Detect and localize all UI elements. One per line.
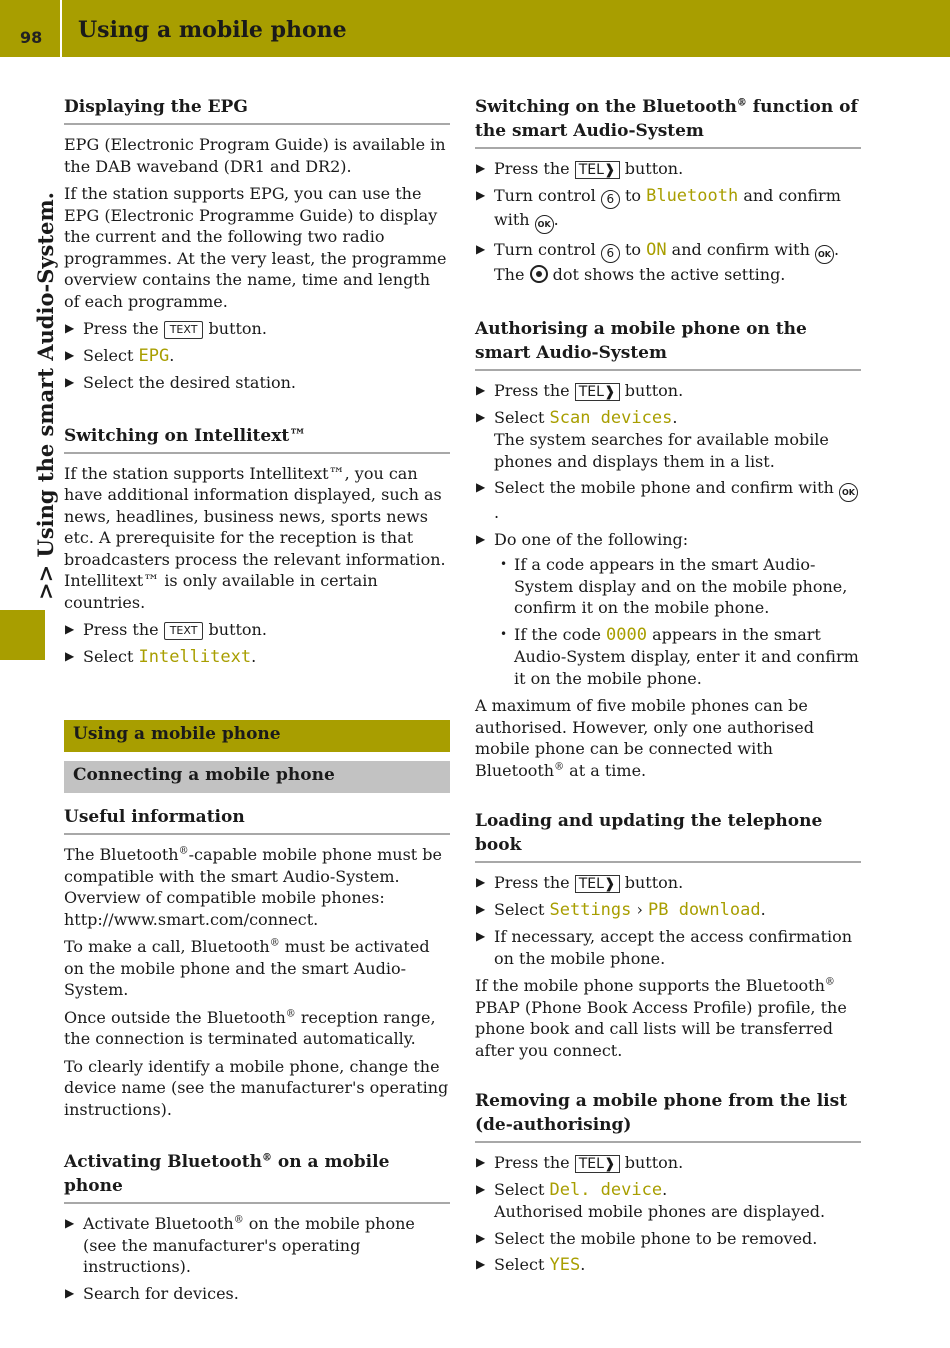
ok-button-icon: OK	[535, 215, 554, 234]
key-label: TEL	[578, 876, 604, 892]
text: on the mobile phone (see the manufacturer's operating instructions).	[83, 1214, 415, 1276]
left-column	[64, 95, 450, 1310]
text: .	[672, 407, 678, 427]
removing-step-2	[475, 1179, 861, 1223]
tel-key-icon: TEL❱	[575, 383, 620, 401]
phonebook-step-3: ▶ If necessary, accept the access confirmation on the mobile phone.	[475, 926, 861, 969]
side-tab-marker	[0, 610, 45, 660]
authorising-step-2	[475, 407, 861, 473]
authorising-section	[475, 317, 861, 781]
text: Once outside the Bluetooth	[64, 1007, 286, 1027]
text-key-icon: TEXT	[164, 622, 204, 640]
right-column	[475, 95, 861, 1283]
text: Press the	[494, 381, 570, 400]
activating-heading	[64, 1150, 450, 1204]
step-text: Press the	[83, 620, 159, 639]
text: Activating Bluetooth	[64, 1152, 262, 1172]
bt-switch-step-2	[475, 185, 861, 234]
intellitext-step-2	[64, 646, 450, 669]
authorising-option-1: • If a code appears in the smart Audio-System display and on the mobile phone, confirm it on the mobile phone.	[494, 554, 861, 619]
authorising-heading: Authorising a mobile phone on the smart Audio-System	[475, 317, 861, 371]
bt-switch-steps	[475, 158, 861, 285]
text: If the code	[514, 624, 601, 644]
text: button.	[624, 159, 684, 178]
page-number: 98	[20, 28, 43, 47]
text: Select	[494, 1255, 545, 1274]
display-text: PB download	[647, 899, 761, 920]
intellitext-steps	[64, 619, 450, 668]
useful-info-heading: Useful information	[64, 805, 450, 835]
phonebook-paragraph	[475, 975, 861, 1061]
text: button.	[624, 873, 684, 892]
epg-steps	[64, 318, 450, 394]
useful-paragraph-2	[64, 936, 450, 1001]
useful-paragraph-3	[64, 1007, 450, 1050]
subsection-bar: Connecting a mobile phone	[64, 761, 450, 793]
epg-heading: Displaying the EPG	[64, 95, 450, 125]
display-text: Intellitext	[138, 646, 252, 667]
authorising-paragraph	[475, 695, 861, 781]
tel-key-icon: TEL❱	[575, 161, 620, 179]
activating-section	[64, 1150, 450, 1304]
text: .	[662, 1179, 668, 1199]
text: Select	[494, 1179, 545, 1199]
tel-key-icon: TEL❱	[575, 875, 620, 893]
tel-key-icon: TEL❱	[575, 1155, 620, 1173]
text: button.	[624, 381, 684, 400]
text: Authorised mobile phones are displayed.	[494, 1202, 826, 1221]
display-text: Settings	[549, 899, 632, 920]
removing-section	[475, 1089, 861, 1277]
step-text: button.	[208, 620, 267, 639]
text: The Bluetooth	[64, 845, 179, 864]
text: Select the mobile phone and confirm with	[494, 478, 834, 497]
removing-step-3: ▶ Select the mobile phone to be removed.	[475, 1228, 861, 1250]
key-label: TEL	[578, 384, 604, 400]
text: .	[760, 899, 766, 919]
text: appears in the smart Audio-System display, enter it and confirm it on the mobile phone.	[514, 624, 859, 688]
step-text: button.	[208, 319, 267, 338]
phonebook-section	[475, 809, 861, 1061]
spacer	[475, 787, 861, 809]
epg-step-1	[64, 318, 450, 340]
registered-mark: ®	[178, 845, 189, 857]
text: Turn control	[494, 185, 596, 205]
text: The	[494, 264, 525, 284]
authorising-steps	[475, 380, 861, 689]
text: reception range, the connection is terminated automatically.	[64, 1007, 436, 1048]
step-text: .	[169, 345, 175, 365]
activating-step-1	[64, 1213, 450, 1278]
removing-heading: Removing a mobile phone from the list (de-authorising)	[475, 1089, 861, 1143]
epg-step-3: ▶ Select the desired station.	[64, 372, 450, 394]
text: must be activated on the mobile phone and the smart Audio-System.	[64, 937, 430, 999]
text: button.	[624, 1153, 684, 1172]
useful-paragraph-1	[64, 844, 450, 930]
display-text: 0000	[606, 624, 647, 645]
spacer	[64, 1126, 450, 1150]
registered-mark: ®	[736, 97, 747, 109]
useful-paragraph-4: To clearly identify a mobile phone, change the device name (see the manufacturer's operating instructions).	[64, 1056, 449, 1119]
step-text: .	[251, 646, 257, 666]
text: A maximum of five mobile phones can be authorised. However, only one authorised mobile phone can be connected with Bluetooth	[475, 696, 814, 780]
key-label: TEL	[578, 1156, 604, 1172]
text: dot shows the active setting.	[552, 264, 786, 284]
phonebook-heading: Loading and updating the telephone book	[475, 809, 861, 863]
phonebook-step-2	[475, 899, 861, 922]
display-text: Scan devices	[549, 407, 673, 428]
spacer	[475, 291, 861, 317]
ok-button-icon: OK	[815, 245, 834, 264]
authorising-step-3	[475, 477, 861, 524]
step-text: Press the	[83, 319, 159, 338]
epg-paragraph-1: EPG (Electronic Program Guide) is available in the DAB waveband (DR1 and DR2).	[64, 135, 446, 176]
display-text: Del. device	[549, 1179, 663, 1200]
bt-switch-step-1	[475, 158, 861, 180]
key-label: TEL	[578, 162, 604, 178]
removing-step-4	[475, 1254, 861, 1277]
text: and confirm with	[494, 185, 841, 229]
activating-steps	[64, 1213, 450, 1304]
authorising-option-2	[494, 624, 861, 690]
text: Press the	[494, 873, 570, 892]
epg-section	[64, 95, 450, 394]
text: to	[624, 239, 641, 259]
control-number-icon: 6	[601, 244, 620, 263]
phonebook-steps	[475, 872, 861, 969]
text: PBAP (Phone Book Access Profile) profile, the phone book and call lists will be transferred after you connect.	[475, 997, 847, 1060]
display-text: EPG	[138, 345, 170, 366]
step-text: Select	[83, 345, 134, 365]
text: .	[553, 209, 559, 229]
authorising-options	[494, 554, 861, 689]
text: Press the	[494, 1153, 570, 1172]
activating-step-2: ▶ Search for devices.	[64, 1283, 450, 1305]
menu-separator: ›	[636, 899, 643, 919]
text: Do one of the following:	[494, 529, 689, 549]
spacer	[64, 400, 450, 424]
display-text: YES	[549, 1255, 581, 1275]
spacer	[475, 1067, 861, 1089]
phonebook-step-1	[475, 872, 861, 894]
text: to	[624, 185, 641, 205]
spacer	[64, 674, 450, 720]
bt-switch-step-3	[475, 239, 861, 286]
epg-paragraph-2: If the station supports EPG, you can use the EPG (Electronic Programme Guide) to display the current and the following two radio programmes. At the very least, the programme overview contains the name, time and length of each programme.	[64, 184, 447, 311]
text: at a time.	[564, 760, 647, 780]
registered-mark: ®	[233, 1214, 244, 1226]
active-dot-icon	[530, 265, 548, 283]
registered-mark: ®	[285, 1008, 296, 1020]
text: on a mobile phone	[64, 1152, 390, 1196]
text: Select	[494, 407, 545, 427]
removing-steps	[475, 1152, 861, 1277]
text: .	[833, 239, 840, 259]
step-text: Select	[83, 646, 134, 666]
registered-mark: ®	[261, 1152, 272, 1164]
registered-mark: ®	[554, 761, 565, 773]
epg-step-2	[64, 345, 450, 368]
useful-info-section	[64, 805, 450, 1120]
removing-step-1	[475, 1152, 861, 1174]
text: and confirm with	[671, 239, 810, 259]
text: function of the smart Audio-System	[475, 97, 858, 141]
text: .	[494, 503, 500, 522]
intellitext-step-1	[64, 619, 450, 641]
text: -capable mobile phone must be compatible with the smart Audio-System. Overview of compatible mobile phones: http://www.smart.com/connect.	[64, 845, 442, 929]
display-text: ON	[646, 239, 667, 260]
text-key-icon: TEXT	[164, 321, 204, 339]
text: Press the	[494, 159, 570, 178]
bt-switch-heading	[475, 95, 861, 149]
text: If the mobile phone supports the Bluetooth	[475, 976, 825, 995]
side-tab-label: >> Using the smart Audio-System.	[33, 192, 58, 600]
intellitext-heading: Switching on Intellitext™	[64, 424, 450, 454]
registered-mark: ®	[269, 937, 280, 949]
intellitext-section	[64, 424, 450, 669]
registered-mark: ®	[824, 976, 835, 988]
authorising-step-4	[475, 529, 861, 690]
text: The system searches for available mobile phones and displays them in a list.	[494, 430, 829, 471]
text: Switching on the Bluetooth	[475, 97, 737, 117]
text: .	[580, 1255, 586, 1274]
ok-button-icon: OK	[839, 483, 858, 502]
text: Activate Bluetooth	[83, 1214, 234, 1233]
header-title: Using a mobile phone	[78, 17, 347, 43]
authorising-step-1	[475, 380, 861, 402]
text: Turn control	[494, 239, 596, 259]
section-bar: Using a mobile phone	[64, 720, 450, 752]
text: To make a call, Bluetooth	[64, 937, 270, 956]
intellitext-paragraph-1: If the station supports Intellitext™, you can have additional information displayed, such as news, headlines, business news, sports news etc. A prerequisite for the reception is that broadcasters process the relevant information. Intellitext™ is only available in certain countries.	[64, 463, 446, 612]
display-text: Bluetooth	[646, 185, 739, 206]
header-bar	[0, 0, 950, 57]
text: Select	[494, 899, 545, 919]
control-number-icon: 6	[601, 190, 620, 209]
bt-switch-section	[475, 95, 861, 285]
page-number-box	[0, 0, 62, 57]
